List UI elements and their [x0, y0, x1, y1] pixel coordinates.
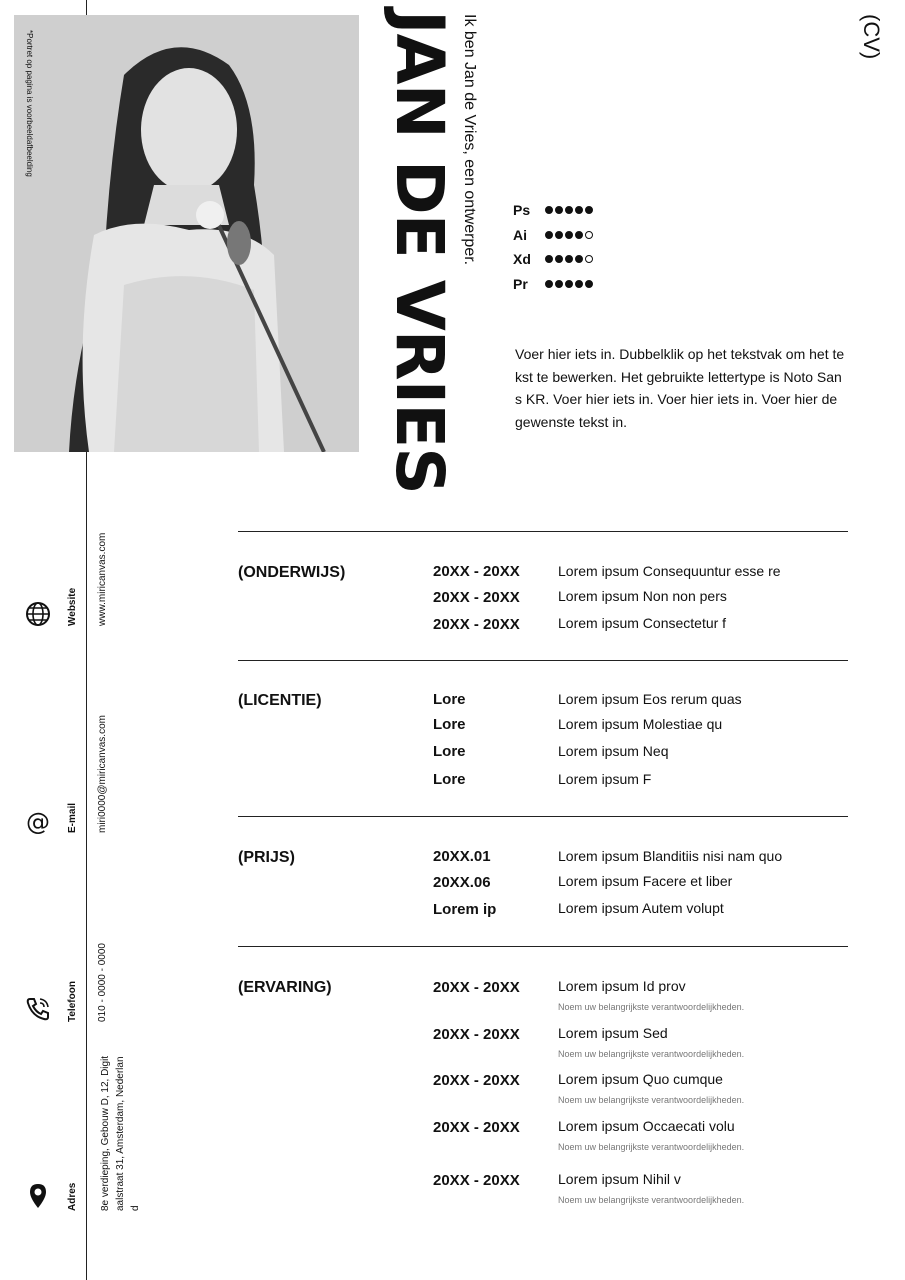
experience-date: 20XX - 20XX: [433, 1172, 520, 1189]
section-title-experience: (ERVARING): [238, 979, 332, 996]
rating-dot-filled: [575, 255, 583, 263]
section-title-license: (LICENTIE): [238, 692, 322, 709]
education-date: 20XX - 20XX: [433, 589, 520, 606]
skill-label: Ai: [513, 226, 527, 243]
rating-dot-empty: [585, 255, 593, 263]
email-label: E-mail: [67, 802, 78, 833]
prize-text: Lorem ipsum Blanditiis nisi nam quo: [558, 848, 783, 864]
experience-text: Lorem ipsum Sed: [558, 1025, 668, 1041]
education-text: Lorem ipsum Consectetur f: [558, 615, 727, 631]
rating-dot-filled: [575, 280, 583, 288]
rating-dot-filled: [585, 280, 593, 288]
experience-date: 20XX - 20XX: [433, 1119, 520, 1136]
prize-date: 20XX.01: [433, 848, 491, 865]
description-text: Voer hier iets in. Dubbelklik op het tekstvak om het tekst te bewerken. Het gebruikte lettertype is Noto Sans KR. Voer hier iets in. Voer hier iets in. Voer hier de gewenste tekst in.: [515, 346, 845, 430]
rating-dot-filled: [565, 206, 573, 214]
education-text: Lorem ipsum Non non pers: [558, 588, 727, 604]
license-date: Lore: [433, 743, 466, 760]
experience-date: 20XX - 20XX: [433, 1072, 520, 1089]
address-line-3: d: [130, 1205, 141, 1211]
website-value[interactable]: www.miricanvas.com: [97, 532, 108, 626]
address-label: Adres: [67, 1182, 78, 1211]
skills-list: [513, 198, 595, 296]
rating-dot-filled: [565, 280, 573, 288]
email-value[interactable]: miri0000@miricanvas.com: [97, 715, 108, 833]
experience-date: 20XX - 20XX: [433, 1026, 520, 1043]
license-date: Lore: [433, 691, 466, 708]
prize-date: Lorem ip: [433, 901, 497, 918]
rating-dot-empty: [585, 231, 593, 239]
name-heading: JAN DE VRIES: [381, 10, 458, 494]
rating-dot-filled: [545, 206, 553, 214]
website-label: Website: [67, 587, 78, 626]
rating-dot-filled: [565, 231, 573, 239]
divider-education: [238, 660, 848, 661]
license-text: Lorem ipsum Eos rerum quas: [558, 691, 742, 707]
rating-dot-filled: [555, 231, 563, 239]
rating-dot-filled: [555, 280, 563, 288]
experience-sub: Noem uw belangrijkste verantwoordelijkheden.: [558, 1002, 745, 1012]
rating-dot-filled: [565, 255, 573, 263]
rating-dot-filled: [545, 280, 553, 288]
address-line-1: 8e verdieping, Gebouw D, 12, Digit: [100, 1055, 111, 1211]
skill-label: Ps: [513, 202, 531, 219]
svg-text:@: @: [26, 808, 50, 836]
experience-sub: Noem uw belangrijkste verantwoordelijkheden.: [558, 1049, 745, 1059]
rating-dot-filled: [545, 231, 553, 239]
at-icon: [24, 808, 52, 836]
rating-dot-filled: [585, 206, 593, 214]
location-pin-icon: [24, 1182, 52, 1210]
experience-text: Lorem ipsum Quo cumque: [558, 1071, 723, 1087]
rating-dot-filled: [575, 206, 583, 214]
education-date: 20XX - 20XX: [433, 616, 520, 633]
license-date: Lore: [433, 771, 466, 788]
rating-dot-filled: [555, 206, 563, 214]
experience-text: Lorem ipsum Nihil v: [558, 1171, 681, 1187]
intro-text: Ik ben Jan de Vries, een ontwerper.: [461, 14, 478, 266]
education-text: Lorem ipsum Consequuntur esse re: [558, 563, 781, 579]
experience-sub: Noem uw belangrijkste verantwoordelijkheden.: [558, 1142, 745, 1152]
rating-dot-filled: [575, 231, 583, 239]
photo-note: *Portret op pagina is voorbeeldafbeelding: [25, 30, 34, 177]
rating-dot-filled: [545, 255, 553, 263]
skill-row: [513, 272, 595, 297]
phone-label: Telefoon: [67, 981, 78, 1022]
experience-text: Lorem ipsum Occaecati volu: [558, 1118, 735, 1134]
section-title-education: (ONDERWIJS): [238, 564, 346, 581]
cv-tag: (CV): [859, 14, 884, 60]
license-text: Lorem ipsum Neq: [558, 743, 669, 759]
license-text: Lorem ipsum Molestiae qu: [558, 716, 723, 732]
prize-text: Lorem ipsum Autem volupt: [558, 900, 724, 916]
prize-text: Lorem ipsum Facere et liber: [558, 873, 733, 889]
globe-icon: [24, 600, 52, 628]
education-date: 20XX - 20XX: [433, 563, 520, 580]
portrait-photo: [14, 15, 359, 452]
prize-date: 20XX.06: [433, 874, 491, 891]
divider-top: [238, 531, 848, 532]
license-text: Lorem ipsum F: [558, 771, 652, 787]
experience-sub: Noem uw belangrijkste verantwoordelijkheden.: [558, 1195, 745, 1205]
skill-label: Xd: [513, 251, 531, 268]
license-date: Lore: [433, 716, 466, 733]
address-line-2: aalstraat 31, Amsterdam, Nederlan: [115, 1056, 126, 1211]
experience-sub: Noem uw belangrijkste verantwoordelijkheden.: [558, 1095, 745, 1105]
section-title-prize: (PRIJS): [238, 849, 295, 866]
phone-icon: [24, 995, 52, 1023]
experience-text: Lorem ipsum Id prov: [558, 978, 686, 994]
skill-row: [513, 247, 595, 272]
phone-value[interactable]: 010 - 0000 - 0000: [97, 943, 108, 1022]
skill-row: [513, 223, 595, 248]
experience-date: 20XX - 20XX: [433, 979, 520, 996]
rating-dot-filled: [555, 255, 563, 263]
divider-prize: [238, 946, 848, 947]
divider-license: [238, 816, 848, 817]
skill-row: [513, 198, 595, 223]
skill-label: Pr: [513, 275, 528, 292]
